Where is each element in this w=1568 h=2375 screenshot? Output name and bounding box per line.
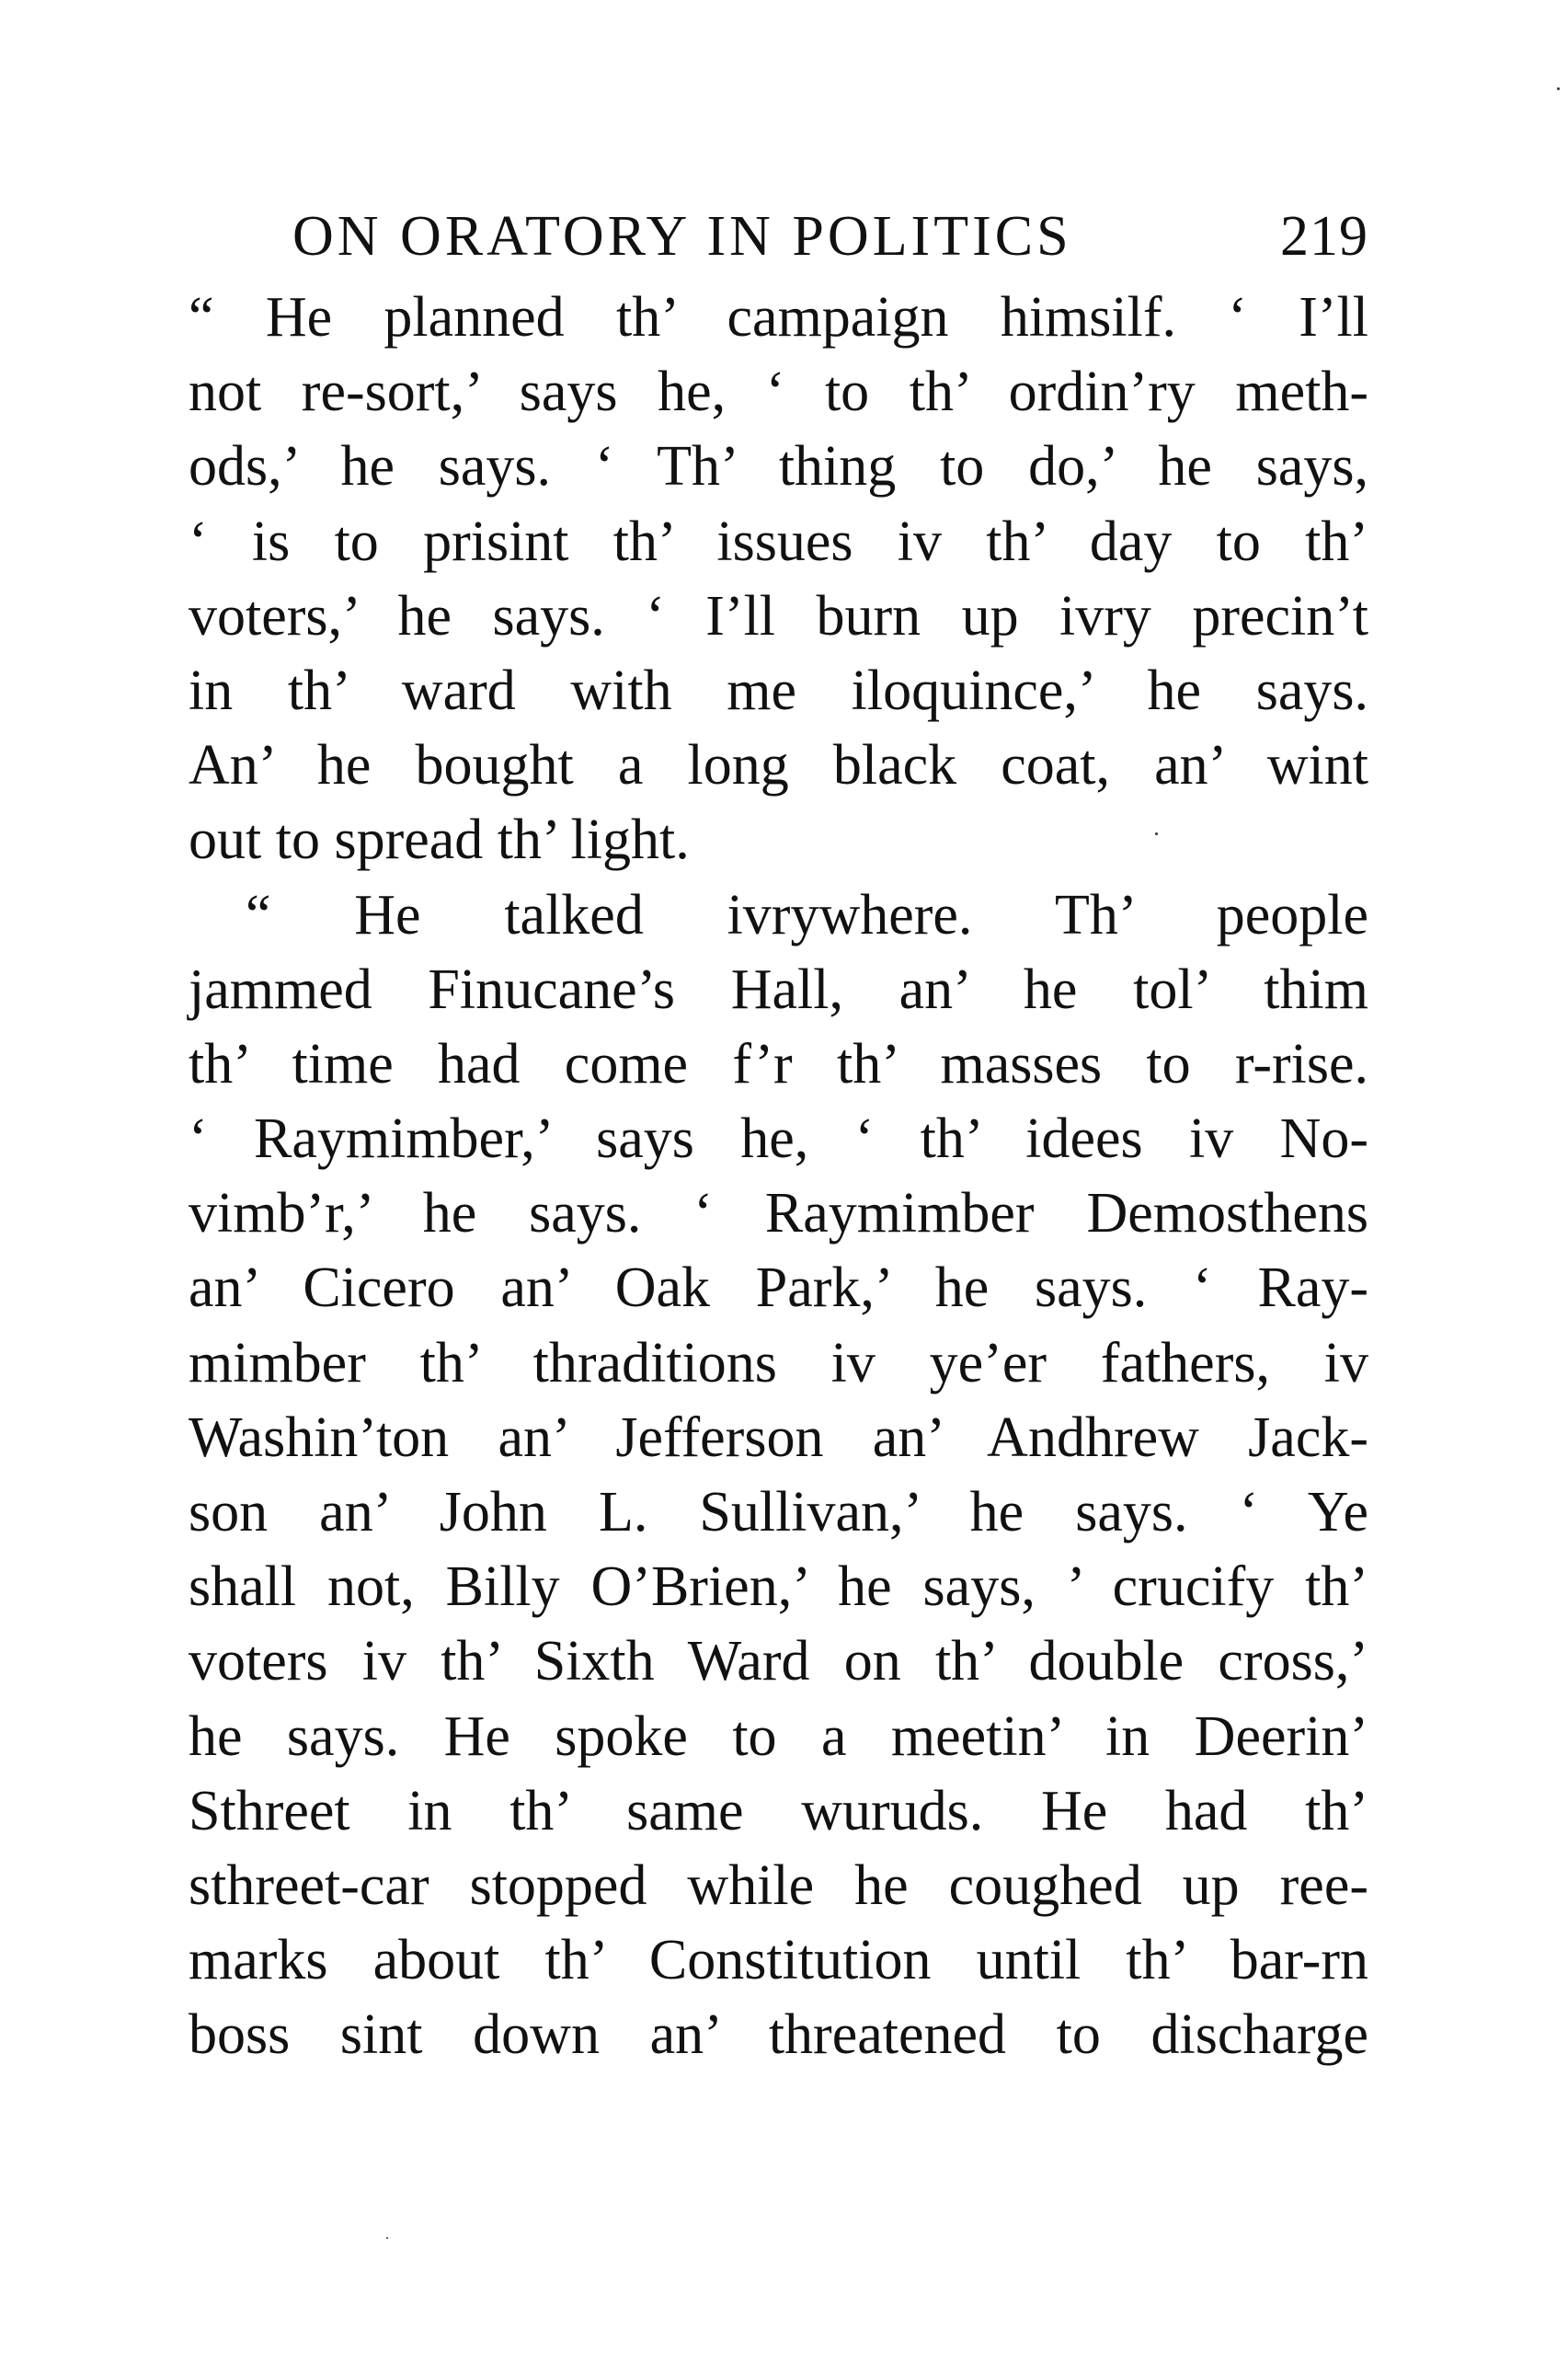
text-line: marks about th’ Constitution until th’ bar-rn: [189, 1929, 1368, 1992]
scan-speck: [1557, 87, 1560, 90]
scan-speck: [386, 2237, 388, 2239]
text-line: ‘ Raymimber,’ says he, ‘ th’ idees iv No-: [189, 1107, 1368, 1171]
body-text: [189, 281, 1368, 2073]
text-line: an’ Cicero an’ Oak Park,’ he says. ‘ Ray-: [189, 1256, 1368, 1320]
text-line: ‘ is to prisint th’ issues iv th’ day to th’: [189, 510, 1368, 573]
page-number: 219: [1280, 205, 1368, 268]
running-head: [292, 195, 1368, 278]
text-line: out to spread th’ light.: [189, 809, 690, 872]
text-line: not re-sort,’ says he, ‘ to th’ ordin’ry meth-: [189, 361, 1368, 424]
text-line: “ He talked ivrywhere. Th’ people: [246, 883, 1368, 947]
text-line: sthreet-car stopped while he coughed up ree-: [189, 1853, 1368, 1917]
text-line: boss sint down an’ threatened to discharge: [189, 2003, 1368, 2067]
text-line: son an’ John L. Sullivan,’ he says. ‘ Ye: [189, 1481, 1368, 1543]
text-line: shall not, Billy O’Brien,’ he says, ’ crucify th’: [189, 1555, 1368, 1619]
text-line: mimber th’ thraditions iv ye’er fathers, iv: [189, 1331, 1368, 1394]
text-line: he says. He spoke to a meetin’ in Deerin’: [189, 1704, 1368, 1768]
text-line: ods,’ he says. ‘ Th’ thing to do,’ he says,: [189, 435, 1368, 499]
scan-speck: [1155, 832, 1158, 835]
chapter-title: ON ORATORY IN POLITICS: [292, 205, 1072, 268]
text-line: voters,’ he says. ‘ I’ll burn up ivry precin’t: [189, 584, 1368, 648]
text-line: Washin’ton an’ Jefferson an’ Andhrew Jack-: [189, 1405, 1368, 1469]
text-line: “ He planned th’ campaign himsilf. ‘ I’ll: [189, 286, 1368, 349]
text-line: An’ he bought a long black coat, an’ wint: [189, 734, 1368, 797]
text-line: voters iv th’ Sixth Ward on th’ double cross,’: [189, 1630, 1368, 1693]
text-line: jammed Finucane’s Hall, an’ he tol’ thim: [189, 958, 1368, 1021]
text-line: Sthreet in th’ same wuruds. He had th’: [189, 1779, 1368, 1842]
text-line: vimb’r,’ he says. ‘ Raymimber Demosthens: [189, 1182, 1368, 1245]
text-line: th’ time had come f’r th’ masses to r-rise.: [189, 1032, 1368, 1096]
text-line: in th’ ward with me iloquince,’ he says.: [189, 659, 1368, 722]
